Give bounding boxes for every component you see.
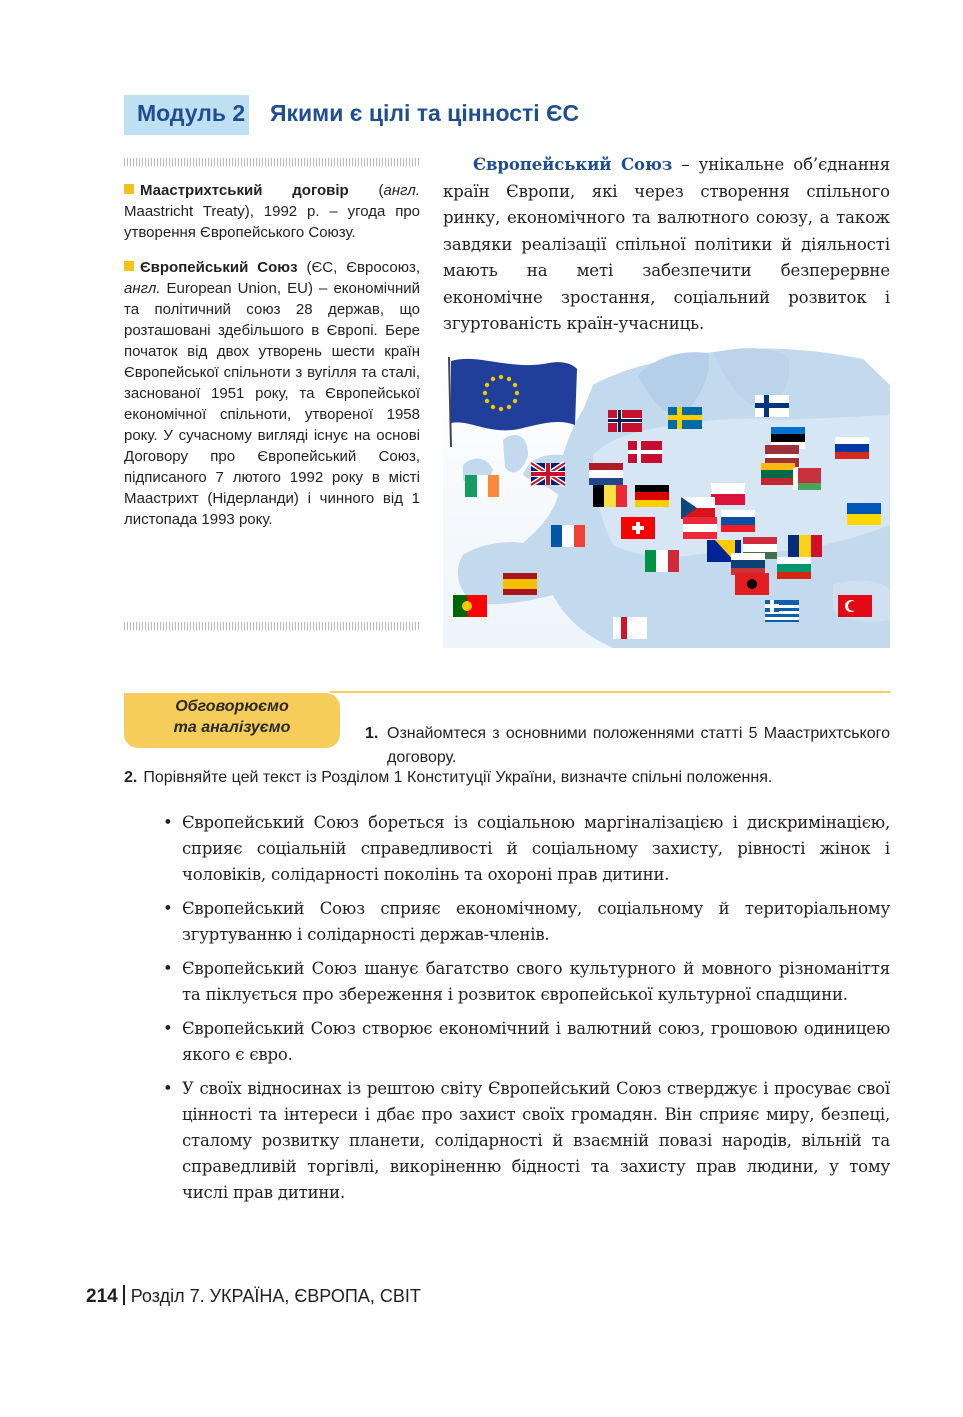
- glossary-item: [124, 180, 420, 243]
- glossary-definition: European Union, EU) – економічний та політичний союз 28 держав, що розташовані здебільшого в Європі. Бере початок від двох утворень шести країн Європейської спільноти з вугілля та сталі, заснованої 1951 року, та Європейської економічної спільноти, утвореної 1958 року. У сучасному вигляді існує на основі Договору про Європейський Союз, підписаного 7 лютого 1992 року в місті Маастрихт (Нідерланди) і чинного від 1 листопада 1993 року.: [124, 280, 420, 528]
- bullet-icon: •: [163, 1019, 173, 1038]
- task-item: [365, 722, 890, 770]
- glossary-definition: Maastricht Treaty), 1992 р. – угода про утворення Європейського Союзу.: [124, 203, 420, 241]
- sidebar-bottom-divider: [124, 622, 420, 630]
- list-item: [163, 810, 890, 888]
- task-item: [124, 767, 890, 789]
- task-number: 1.: [365, 725, 379, 742]
- list-item: [163, 1076, 890, 1206]
- bullet-icon: •: [163, 813, 173, 832]
- page-footer: [86, 1285, 421, 1308]
- list-item: [163, 896, 890, 948]
- list-item-text: Європейський Союз створює економічний і валютний союз, грошовою одиницею якого є євро.: [182, 1019, 890, 1064]
- square-bullet-icon: [124, 184, 134, 194]
- discuss-badge: [124, 693, 340, 748]
- list-item-text: Європейський Союз сприяє економічному, соціальному й територіальному згуртуванню і солідарності держав-членів.: [182, 899, 890, 944]
- discuss-title-line1: Обговорюємо: [175, 698, 289, 715]
- task-text: Порівняйте цей текст із Розділом 1 Конституції України, визначте спільні положення.: [143, 769, 773, 786]
- intro-paragraph: [443, 152, 890, 338]
- intro-term: Європейський Союз: [473, 155, 673, 174]
- list-item: [163, 1016, 890, 1068]
- square-bullet-icon: [124, 261, 134, 271]
- chapter-title: Розділ 7. УКРАЇНА, ЄВРОПА, СВІТ: [130, 1286, 421, 1306]
- glossary-term: Європейський Союз: [140, 259, 298, 276]
- bullet-icon: •: [163, 1079, 173, 1098]
- bullet-icon: •: [163, 899, 173, 918]
- sidebar-top-divider: [124, 158, 420, 166]
- glossary-paren: (ЄС, Євросоюз,: [297, 259, 420, 276]
- glossary-item: [124, 257, 420, 530]
- list-item-text: Європейський Союз шанує багатство свого культурного й мовного різноманіття та піклується про збереження і розвиток європейської культурної спадщини.: [182, 959, 890, 1004]
- glossary-term: Маастрихтський договір: [140, 182, 349, 199]
- list-item: [163, 956, 890, 1008]
- europe-flags-map-image: [443, 345, 890, 648]
- footer-separator: [123, 1285, 125, 1305]
- discuss-title-line2: та аналізуємо: [173, 719, 291, 736]
- list-item-text: Європейський Союз бореться із соціальною маргіналізацією і дискримінацією, сприяє соціальній справедливості й соціальному захисту, рівності жінок і чоловіків, солідарності поколінь та охороні прав дитини.: [182, 813, 890, 884]
- task-number: 2.: [124, 769, 138, 786]
- module-title: Якими є цілі та цінності ЄС: [270, 100, 580, 126]
- bullet-icon: •: [163, 959, 173, 978]
- page-number: 214: [86, 1286, 118, 1307]
- glossary-paren: (: [348, 182, 384, 199]
- task-text: Ознайомтеся з основними положеннями статті 5 Маастрихтського договору.: [387, 725, 890, 766]
- glossary-lang: англ.: [383, 182, 420, 199]
- discuss-divider: [330, 691, 890, 693]
- eu-principles-list: [163, 810, 890, 1214]
- intro-text: – унікальне об’єднання країн Європи, які через створення спільного ринку, економічного та валютного союзу, а також завдяки реалізації спільної політики й діяльності мають на меті забезпечити безперервне економічне зростання, соціальний розвиток і згуртованість країн-учасниць.: [443, 155, 891, 333]
- glossary-sidebar: [124, 180, 420, 544]
- glossary-lang: англ.: [124, 280, 161, 297]
- list-item-text: У своїх відносинах із рештою світу Європейський Союз стверджує і просуває свої цінності та інтереси і дбає про захист своїх громадян. Він сприяє миру, безпеці, сталому розвитку планети, солідарності й взаємній повазі народів, вільній та справедливій торгівлі, викоріненню бідності та захисту прав людини, у тому числі прав дитини.: [182, 1079, 890, 1202]
- module-number: Модуль 2: [137, 100, 246, 126]
